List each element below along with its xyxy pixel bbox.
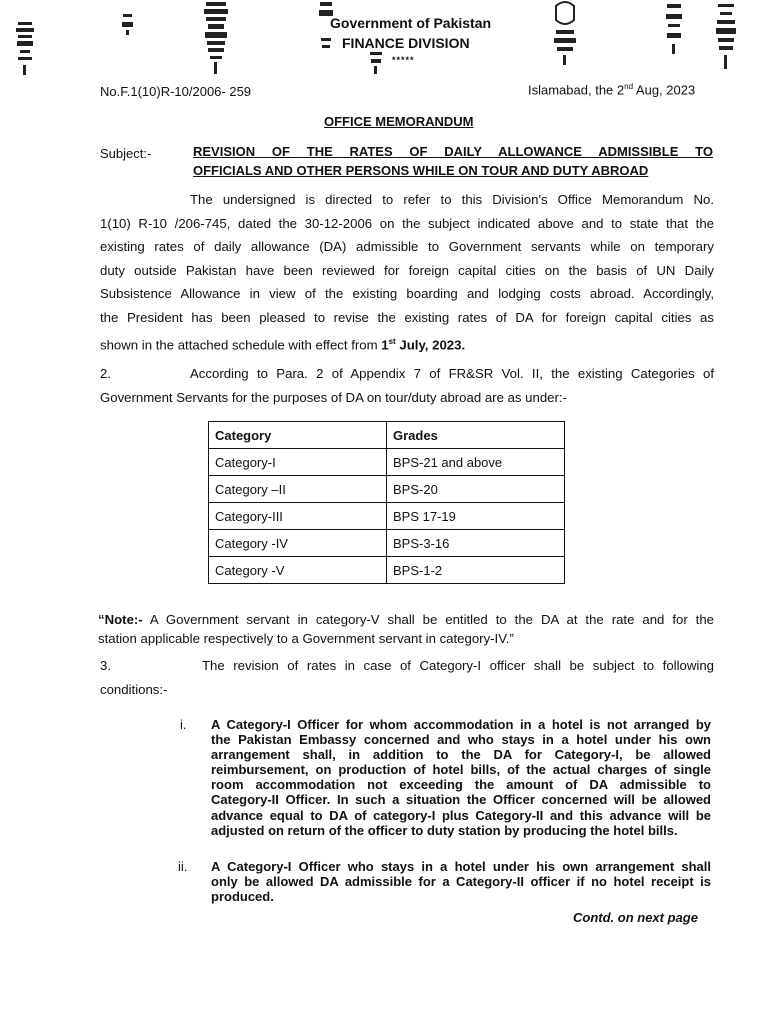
condition-marker-ii: ii.: [178, 859, 188, 874]
table-header-grades: Grades: [387, 422, 565, 449]
page-title: OFFICE MEMORANDUM: [324, 114, 474, 129]
table-cell: Category -IV: [209, 530, 387, 557]
table-row: [209, 503, 565, 530]
table-cell: BPS-3-16: [387, 530, 565, 557]
subject-text: REVISION OF THE RATES OF DAILY ALLOWANCE ADMISSIBLE TO OFFICIALS AND OTHER PERSONS WHILE ON TOUR AND DUTY ABROAD: [193, 144, 713, 178]
header-stars: *****: [392, 55, 415, 65]
condition-ii-text: A Category-I Officer who stays in a hotel under his own arrangement shall only be allowed DA admissible for a Category-II officer if no hotel receipt is produced.: [211, 859, 711, 905]
scan-mark-7: [662, 2, 686, 62]
table-row: [209, 476, 565, 503]
header-government: Government of Pakistan: [330, 15, 492, 31]
paragraph-2: 2. According to Para. 2 of Appendix 7 of FR&SR Vol. II, the existing Categories of Government Servants for the purposes of DA on tour/duty abroad are as under:-: [100, 362, 714, 409]
contd-next-page: Contd. on next page: [573, 910, 698, 925]
table-cell: Category-I: [209, 449, 387, 476]
scan-mark-5: [366, 48, 386, 78]
table-row: [209, 449, 565, 476]
table-cell: Category -V: [209, 557, 387, 584]
table-header-row: [209, 422, 565, 449]
table-cell: BPS 17-19: [387, 503, 565, 530]
scan-mark-left: [14, 10, 36, 80]
note: “Note:- A Government servant in category-V shall be entitled to the DA at the rate and for the station applicable respectively to a Government servant in category-IV.”: [98, 612, 714, 646]
header-division: FINANCE DIVISION: [342, 35, 470, 51]
table-cell: BPS-1-2: [387, 557, 565, 584]
scan-mark-3: [198, 0, 234, 80]
categories-table: [208, 421, 565, 584]
table-cell: Category-III: [209, 503, 387, 530]
scan-mark-2: [120, 8, 136, 38]
condition-i-text: A Category-I Officer for whom accommodation in a hotel is not arranged by the Pakistan Embassy concerned and who stays in a hotel under his own arrangement shall, in addition to the DA for Category-I, be allowed reimbursement, on production of hotel bills, of the actual charges of single room accommodation not exceeding the amount of DA admissible to Category-II Officer. In such a situation the Officer concerned will be allowed advance equal to DA of category-I plus Category-II and this advance will be adjusted on return of the officer to duty station by producing the hotel bills.: [211, 717, 711, 838]
table-row: [209, 530, 565, 557]
memo-number: No.F.1(10)R-10/2006- 259: [100, 84, 252, 99]
table-cell: BPS-20: [387, 476, 565, 503]
table-row: [209, 557, 565, 584]
table-header-category: Category: [209, 422, 387, 449]
table-cell: Category –II: [209, 476, 387, 503]
subject-label: Subject:-: [100, 146, 152, 161]
scan-mark-right: [712, 0, 740, 80]
paragraph-3: 3. The revision of rates in case of Category-I officer shall be subject to following conditions:-: [100, 654, 714, 701]
scan-mark-6: [548, 0, 582, 70]
condition-marker-i: i.: [180, 717, 187, 732]
table-cell: BPS-21 and above: [387, 449, 565, 476]
memo-date: Islamabad, the 2nd Aug, 2023: [528, 82, 696, 98]
paragraph-2-number: 2.: [100, 366, 111, 381]
paragraph-3-number: 3.: [100, 658, 111, 673]
paragraph-1: The undersigned is directed to refer to this Division's Office Memorandum No. 1(10) R-10 /206-745, dated the 30-12-2006 on the subject indicated above and to state that the existing rates of daily allowance (DA) admissible to Government servants while on temporary duty outside Pakistan have been reviewed for foreign capital cities on the basis of UN Daily Subsistence Allowance in view of the existing boarding and lodging costs abroad. Accordingly, the President has been pleased to revise the existing rates of DA for foreign capital cities as shown in the attached schedule with effect from 1st July, 2023.: [100, 192, 714, 352]
